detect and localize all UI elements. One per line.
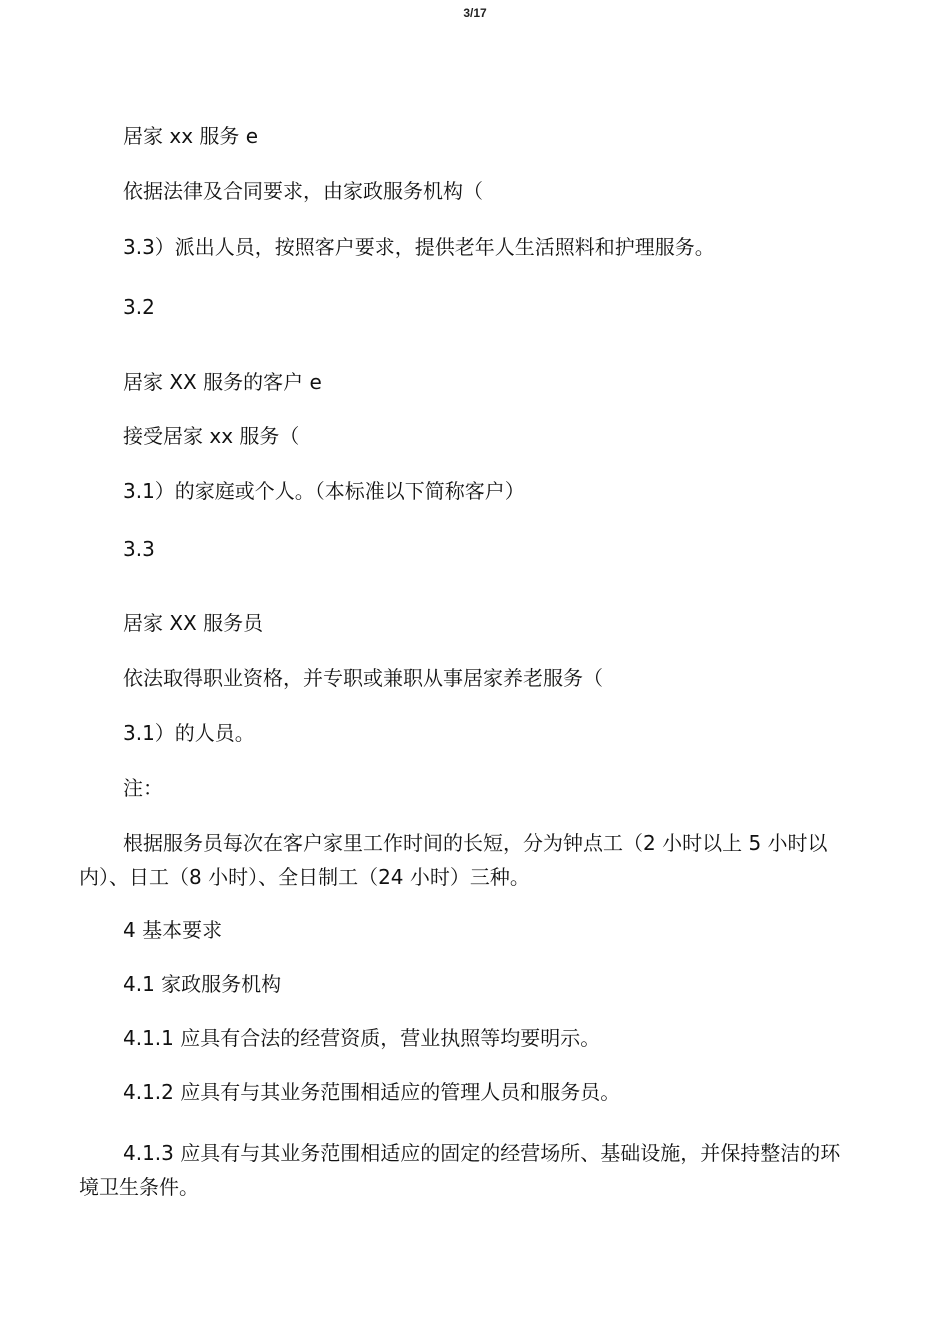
term-definition-line: 3.1）的家庭或个人。（本标准以下简称客户）: [123, 479, 525, 503]
term-title-client: 居家 XX 服务的客户 e: [123, 370, 322, 394]
section-heading: 4 基本要求: [123, 918, 223, 942]
term-definition-line: 依据法律及合同要求，由家政服务机构（: [123, 179, 483, 203]
term-definition-line: 接受居家 xx 服务（: [123, 424, 300, 448]
requirement-paragraph: 4.1.3 应具有与其业务范围相适应的固定的经营场所、基础设施，并保持整洁的环境卫生条件。: [79, 1141, 841, 1199]
note-paragraph: 根据服务员每次在客户家里工作时间的长短，分为钟点工（2 小时以上 5 小时以内）、日工（8 小时）、全日制工（24 小时）三种。: [79, 831, 828, 889]
term-title-home-service: 居家 xx 服务 e: [123, 124, 259, 148]
term-title-attendant: 居家 XX 服务员: [123, 611, 264, 635]
note-label: 注：: [123, 776, 163, 800]
term-definition-line: 3.3）派出人员，按照客户要求，提供老年人生活照料和护理服务。: [123, 235, 715, 259]
term-definition-line: 3.1）的人员。: [123, 721, 255, 745]
term-definition-line: 依法取得职业资格，并专职或兼职从事居家养老服务（: [123, 666, 603, 690]
section-number: 3.3: [123, 537, 155, 561]
subsection-heading: 4.1 家政服务机构: [123, 972, 282, 996]
section-number: 3.2: [123, 295, 155, 319]
requirement-item: 4.1.2 应具有与其业务范围相适应的管理人员和服务员。: [123, 1080, 621, 1104]
requirement-item: 4.1.1 应具有合法的经营资质，营业执照等均要明示。: [123, 1026, 601, 1050]
page-number: 3/17: [463, 6, 487, 20]
